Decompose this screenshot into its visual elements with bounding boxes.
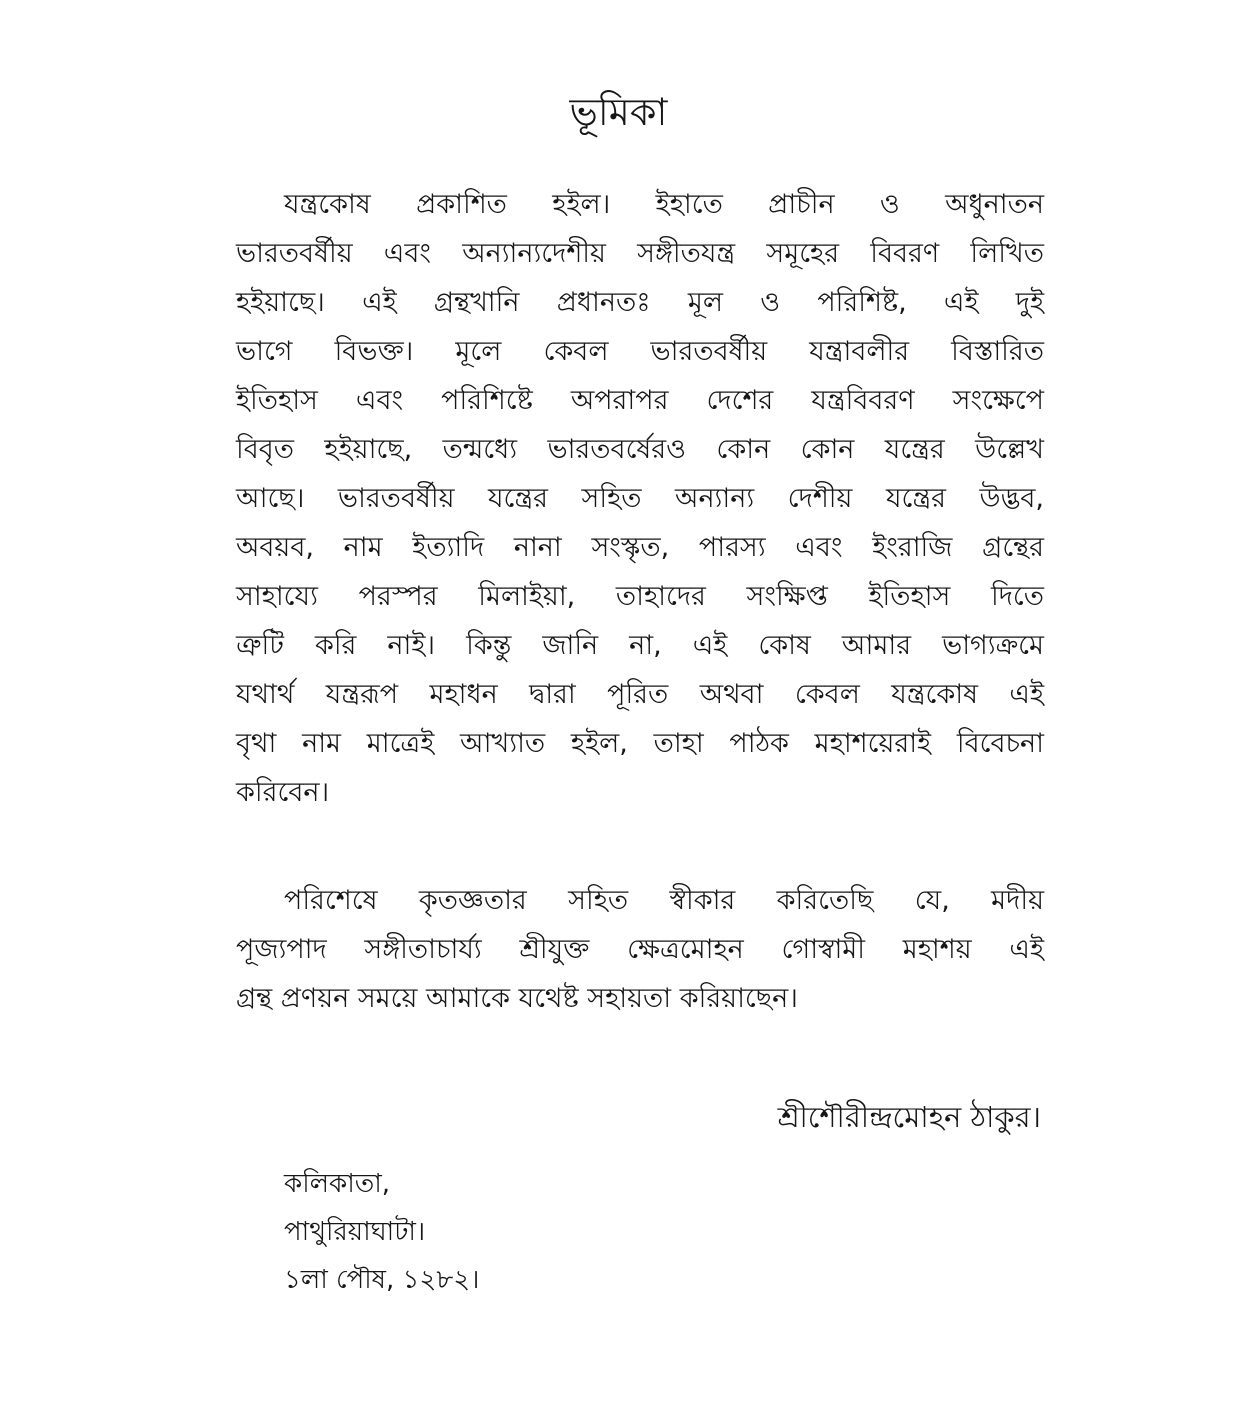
place-city: কলিকাতা, xyxy=(284,1169,391,1199)
text-line: সাহায্যে পরস্পর মিলাইয়া, তাহাদের সংক্ষিপ্ত ইতিহাস দিতে xyxy=(236,581,1044,612)
page-title: ভূমিকা xyxy=(569,90,668,135)
text-line: করিবেন। xyxy=(236,777,330,808)
text-line: পরিশেষে কৃতজ্ঞতার সহিত স্বীকার করিতেছি যে, মদীয় xyxy=(284,885,1044,916)
text-line: হইয়াছে। এই গ্রন্থখানি প্রধানতঃ মূল ও পরিশিষ্ট, এই দুই xyxy=(236,287,1044,318)
text-line: যথার্থ যন্ত্ররূপ মহাধন দ্বারা পূরিত অথবা কেবল যন্ত্রকোষ এই xyxy=(236,679,1044,710)
paragraph-1 xyxy=(236,180,1044,817)
date: ১লা পৌষ, ১২৮২। xyxy=(284,1265,480,1295)
text-line: ভাগে বিভক্ত। মূলে কেবল ভারতবর্ষীয় যন্ত্রাবলীর বিস্তারিত xyxy=(236,336,1044,367)
text-line: বিবৃত হইয়াছে, তন্মধ্যে ভারতবর্ষেরও কোন কোন যন্ত্রের উল্লেখ xyxy=(236,434,1044,465)
author-signature: শ্রীশৌরীন্দ্রমোহন ঠাকুর। xyxy=(777,1100,1041,1134)
text-line: আছে। ভারতবর্ষীয় যন্ত্রের সহিত অন্যান্য দেশীয় যন্ত্রের উদ্ভব, xyxy=(236,483,1044,514)
text-line: গ্রন্থ প্রণয়ন সময়ে আমাকে যথেষ্ট সহায়তা করিয়াছেন। xyxy=(236,983,798,1014)
paragraph-2 xyxy=(236,876,1044,1023)
text-line: ত্রুটি করি নাই। কিন্তু জানি না, এই কোষ আমার ভাগ্যক্রমে xyxy=(236,630,1044,661)
text-line: যন্ত্রকোষ প্রকাশিত হইল। ইহাতে প্রাচীন ও অধুনাতন xyxy=(284,189,1044,220)
text-line: পূজ্যপাদ সঙ্গীতাচার্য্য শ্রীযুক্ত ক্ষেত্রমোহন গোস্বামী মহাশয় এই xyxy=(236,934,1044,965)
text-line: ইতিহাস এবং পরিশিষ্টে অপরাপর দেশের যন্ত্রবিবরণ সংক্ষেপে xyxy=(236,385,1044,416)
text-line: বৃথা নাম মাত্রেই আখ্যাত হইল, তাহা পাঠক মহাশয়েরাই বিবেচনা xyxy=(236,728,1044,759)
text-line: অবয়ব, নাম ইত্যাদি নানা সংস্কৃত, পারস্য এবং ইংরাজি গ্রন্থের xyxy=(236,532,1044,563)
text-line: ভারতবর্ষীয় এবং অন্যান্যদেশীয় সঙ্গীতযন্ত্র সমূহের বিবরণ লিখিত xyxy=(236,238,1044,269)
place-and-date xyxy=(284,1160,479,1304)
place-locality: পাথুরিয়াঘাটা। xyxy=(284,1217,426,1247)
